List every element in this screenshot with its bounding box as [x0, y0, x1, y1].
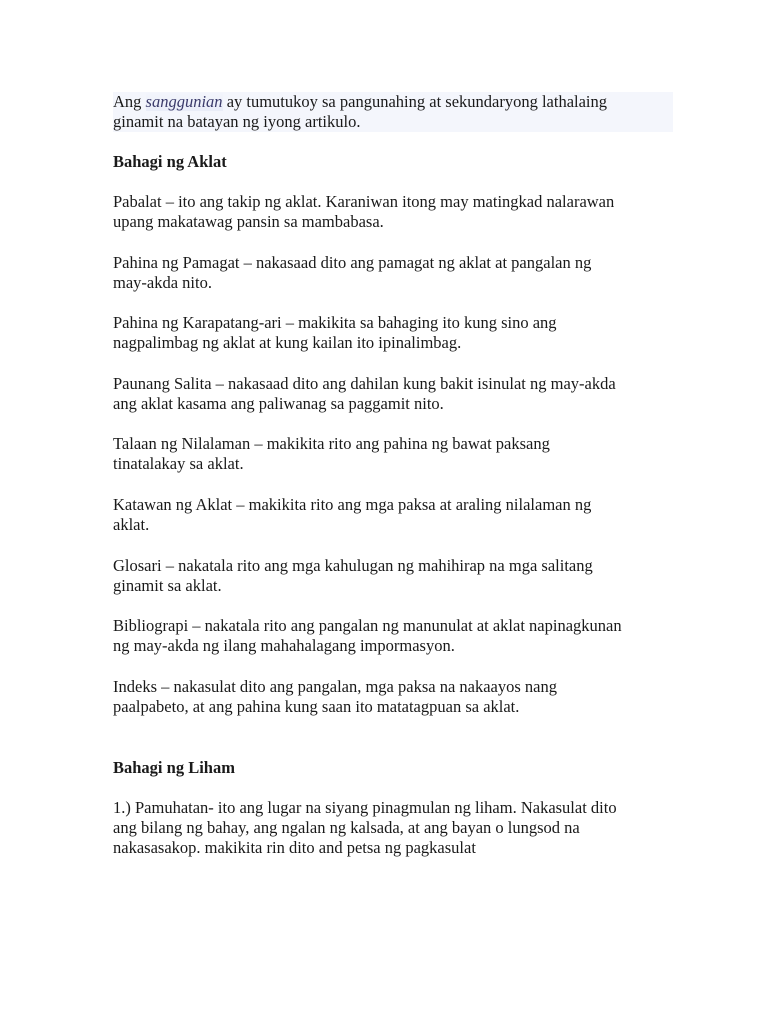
- section-heading-aklat: Bahagi ng Aklat: [113, 152, 227, 171]
- definition-line: Paunang Salita – nakasaad dito ang dahilan kung bakit isinulat ng may-akda: [113, 374, 616, 393]
- definition-paunang-salita: [113, 374, 673, 414]
- definition-line: Katawan ng Aklat – makikita rito ang mga paksa at araling nilalaman ng: [113, 495, 592, 514]
- intro-line-2: ginamit na batayan ng iyong artikulo.: [113, 112, 673, 132]
- definition-line: Bibliograpi – nakatala rito ang pangalan ng manunulat at aklat napinagkunan: [113, 616, 622, 635]
- intro-highlight-term: sanggunian: [145, 92, 223, 111]
- definition-line: may-akda nito.: [113, 273, 212, 292]
- definition-line: Talaan ng Nilalaman – makikita rito ang pahina ng bawat paksang: [113, 434, 550, 453]
- definition-karapatang-ari: [113, 313, 673, 353]
- intro-line-1: [113, 92, 673, 112]
- definition-line: ang aklat kasama ang paliwanag sa paggamit nito.: [113, 394, 444, 413]
- definition-line: upang makatawag pansin sa mambabasa.: [113, 212, 384, 231]
- definition-katawan-ng-aklat: [113, 495, 673, 535]
- intro-text-after: ay tumutukoy sa pangunahing at sekundaryong lathalaing: [222, 92, 608, 111]
- definition-line: Pahina ng Pamagat – nakasaad dito ang pamagat ng aklat at pangalan ng: [113, 253, 592, 272]
- definition-line: tinatalakay sa aklat.: [113, 454, 244, 473]
- definition-line: Pabalat – ito ang takip ng aklat. Karaniwan itong may matingkad nalarawan: [113, 192, 615, 211]
- intro-paragraph: [113, 92, 673, 132]
- definition-bibliograpi: [113, 616, 673, 656]
- definition-line: ng may-akda ng ilang mahahalagang impormasyon.: [113, 636, 455, 655]
- definition-line: 1.) Pamuhatan- ito ang lugar na siyang pinagmulan ng liham. Nakasulat dito: [113, 798, 617, 817]
- definition-indeks: [113, 677, 673, 717]
- definition-line: paalpabeto, at ang pahina kung saan ito matatagpuan sa aklat.: [113, 697, 520, 716]
- definition-line: aklat.: [113, 515, 150, 534]
- intro-text-before: Ang: [113, 92, 146, 111]
- definition-line: Pahina ng Karapatang-ari – makikita sa bahaging ito kung sino ang: [113, 313, 557, 332]
- definition-line: nakasasakop. makikita rin dito and petsa ng pagkasulat: [113, 838, 476, 857]
- definition-line: nagpalimbag ng aklat at kung kailan ito ipinalimbag.: [113, 333, 462, 352]
- definition-line: Indeks – nakasulat dito ang pangalan, mga paksa na nakaayos nang: [113, 677, 557, 696]
- definition-line: Glosari – nakatala rito ang mga kahulugan ng mahihirap na mga salitang: [113, 556, 593, 575]
- definition-pamuhatan: [113, 798, 673, 858]
- definition-glosari: [113, 556, 673, 596]
- section-heading-liham: Bahagi ng Liham: [113, 758, 235, 777]
- definition-pahina-ng-pamagat: [113, 253, 673, 293]
- definition-talaan-ng-nilalaman: [113, 434, 673, 474]
- definition-line: ginamit sa aklat.: [113, 576, 222, 595]
- definition-pabalat: [113, 192, 673, 232]
- definition-line: ang bilang ng bahay, ang ngalan ng kalsada, at ang bayan o lungsod na: [113, 818, 580, 837]
